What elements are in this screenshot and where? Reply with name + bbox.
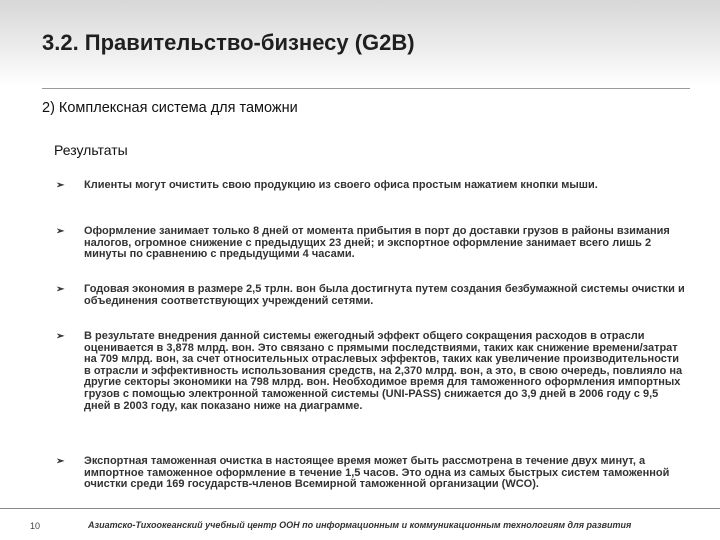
- page-number: 10: [30, 521, 41, 531]
- section-heading: Результаты: [54, 142, 128, 158]
- bullet-item: [54, 284, 686, 307]
- bullet-text: Годовая экономия в размере 2,5 трлн. вон была достигнута путем создания безбумажной системы очистки и объединения соответствующих учреждений сетями.: [84, 283, 685, 307]
- arrow-bullet-icon: ➢: [56, 226, 65, 237]
- bullet-text: В результате внедрения данной системы ежегодный эффект общего сокращения расходов в отрасли оценивается в 3,878 млрд. вон. Это связано с прямыми последствиями, таких как снижение времени/затрат на 709 млрд. вон, за счет относительных отраслевых эффектов, таких как увеличение производительности в отрасли и эффективность использования средств, на 2,370 млрд. вон, а это, в свою очередь, повлияло на другие секторы экономики на 798 млрд. вон. Необходимое время для таможенного оформления импортных грузов с помощью электронной таможенной системы (UNI-PASS) снижается до 3,9 дней в 2006 году с 9,5 дней в 2003 году, как показано ниже на диаграмме.: [84, 330, 683, 412]
- slide-title: 3.2. Правительство-бизнесу (G2B): [42, 30, 415, 55]
- arrow-bullet-icon: ➢: [56, 456, 65, 467]
- bullet-text: Экспортная таможенная очистка в настоящее время может быть рассмотрена в течение двух минут, а импортное таможенное оформление в течение 1,5 часов. Это одна из самых быстрых систем таможенной очистки среди 169 государств-членов Всемирной таможенной организации (WCO).: [84, 455, 670, 491]
- arrow-bullet-icon: ➢: [56, 331, 65, 342]
- footer-text: Азиатско-Тихоокеанский учебный центр ООН по информационным и коммуникационным технологиям для развития: [88, 520, 632, 530]
- bullet-item: [54, 456, 686, 491]
- slide-subtitle: 2) Комплексная система для таможни: [42, 100, 298, 116]
- title-divider: [42, 88, 690, 89]
- bullet-text: Оформление занимает только 8 дней от момента прибытия в порт до доставки грузов в районы взимания налогов, огромное снижение с предыдущих 23 дней; и экспортное оформление занимает всего лишь 2 минуты по сравнению с предыдущими 4 часами.: [84, 225, 670, 261]
- bullet-item: [54, 331, 686, 412]
- arrow-bullet-icon: ➢: [56, 180, 65, 191]
- bullet-text: Клиенты могут очистить свою продукцию из своего офиса простым нажатием кнопки мыши.: [84, 179, 598, 191]
- bullet-item: [54, 226, 686, 261]
- bullet-item: [54, 180, 686, 192]
- arrow-bullet-icon: ➢: [56, 284, 65, 295]
